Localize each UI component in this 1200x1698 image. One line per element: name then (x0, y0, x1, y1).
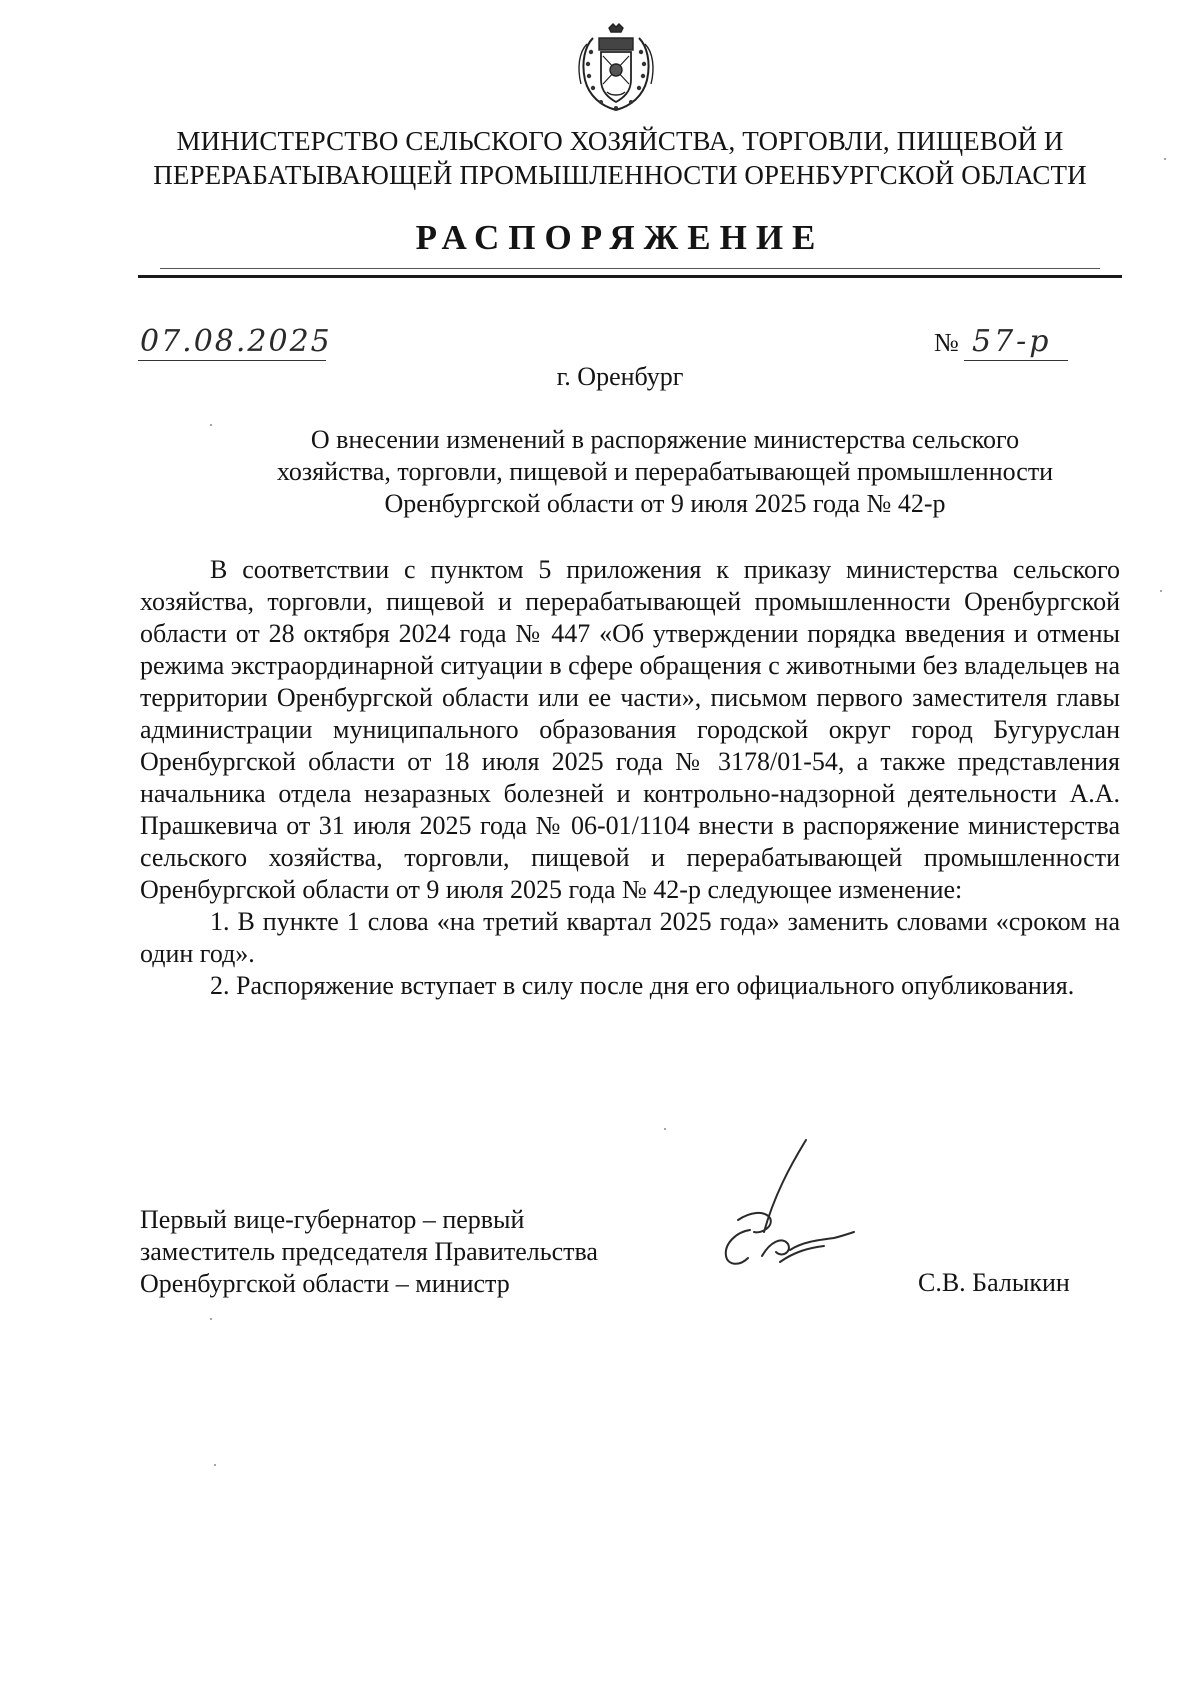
ministry-name-line2: ПЕРЕРАБАТЫВАЮЩЕЙ ПРОМЫШЛЕННОСТИ ОРЕНБУРГСКОЙ ОБЛАСТИ (153, 160, 1087, 190)
document-type-heading: РАСПОРЯЖЕНИЕ (415, 218, 825, 257)
signer-title-line3: Оренбургской области – министр (140, 1269, 510, 1298)
body-preamble: В соответствии с пунктом 5 приложения к приказу министерства сельского хозяйства, торговли, пищевой и перерабатывающей промышленности Оренбургской области от 28 октября 2024 года № 447 «Об утверждении порядка введения и отмены режима экстраординарной ситуации в сфере обращения с животными без владельцев на территории Оренбургской области или ее части», письмом первого заместителя главы администрации муниципального образования городской округ город Бугуруслан Оренбургской области от 18 июля 2025 года № 3178/01-54, а также представления начальника отдела незаразных болезней и контрольно-надзорной деятельности А.А. Прашкевича от 31 июля 2025 года № 06-01/1104 внести в распоряжение министерства сельского хозяйства, торговли, пищевой и перерабатывающей промышленности Оренбургской области от 9 июля 2025 года № 42-р следующее изменение: (140, 555, 1120, 904)
header-divider-thin (160, 268, 1100, 269)
scan-speck (210, 1318, 212, 1320)
signer-title-line1: Первый вице-губернатор – первый (140, 1205, 525, 1234)
document-body (140, 554, 1120, 1002)
document-number-label: № (934, 328, 959, 357)
document-subject (230, 424, 1100, 520)
subject-line3: Оренбургской области от 9 июля 2025 года № 42-р (384, 489, 946, 518)
header-divider-thick (138, 275, 1122, 278)
ministry-name (120, 124, 1120, 192)
scan-speck (1160, 590, 1162, 592)
document-date: 07.08.2025 (140, 324, 332, 359)
signer-title-line2: заместитель председателя Правительства (140, 1237, 598, 1266)
body-item-2: 2. Распоряжение вступает в силу после дня его официального опубликования. (210, 971, 1075, 1000)
coat-of-arms-emblem (571, 22, 661, 114)
body-item-1: 1. В пункте 1 слова «на третий квартал 2025 года» заменить словами «сроком на один год». (140, 907, 1120, 968)
handwritten-signature (678, 1136, 868, 1286)
signer-title (140, 1204, 700, 1300)
document-number-field (964, 322, 1068, 361)
document-number: 57-р (972, 324, 1052, 359)
document-city: г. Оренбург (556, 362, 684, 391)
scan-speck (1164, 158, 1166, 160)
subject-line1: О внесении изменений в распоряжение министерства сельского (310, 425, 1020, 454)
subject-line2: хозяйства, торговли, пищевой и перерабатывающей промышленности (276, 457, 1054, 486)
document-date-field (138, 322, 332, 361)
signer-name: С.В. Балыкин (918, 1268, 1070, 1297)
scan-speck (664, 1128, 666, 1130)
scan-speck (210, 424, 212, 426)
ministry-name-line1: МИНИСТЕРСТВО СЕЛЬСКОГО ХОЗЯЙСТВА, ТОРГОВЛИ, ПИЩЕВОЙ И (176, 126, 1064, 156)
scan-speck (214, 1464, 216, 1466)
